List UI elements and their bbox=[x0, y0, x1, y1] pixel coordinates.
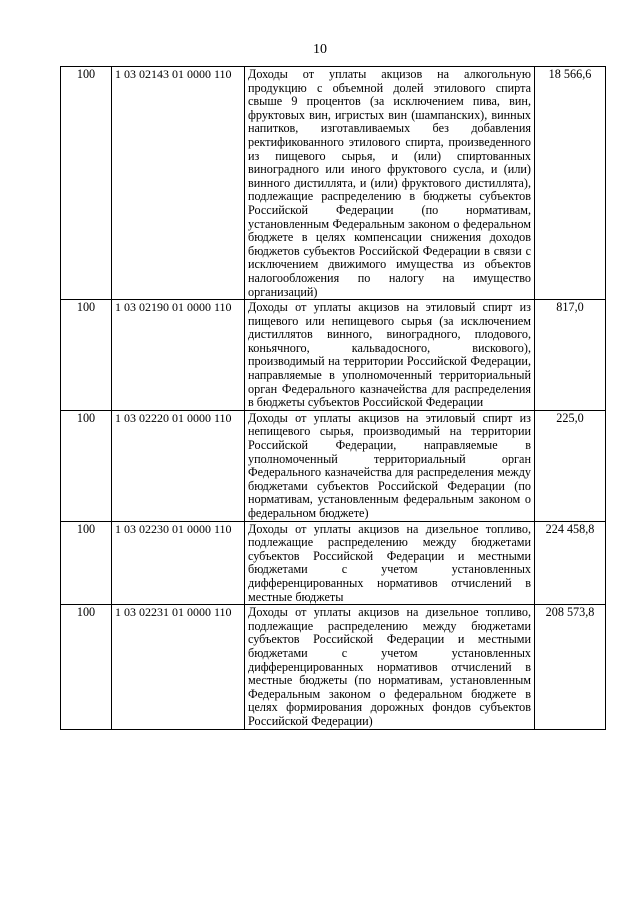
amount-cell: 208 573,8 bbox=[535, 605, 606, 729]
table-row bbox=[61, 300, 606, 411]
administrator-code-cell: 100 bbox=[61, 410, 112, 521]
description-cell: Доходы от уплаты акцизов на этиловый спирт из непищевого сырья, производимый на территории Российской Федерации, направляемые в уполномоченный территориальный орган Федерального казначейства для распределения между бюджетами субъектов Российской Федерации (по нормативам, установленным федеральным законом о федеральном бюджете) bbox=[245, 410, 535, 521]
amount-cell: 817,0 bbox=[535, 300, 606, 411]
revenue-code-cell: 1 03 02230 01 0000 110 bbox=[112, 521, 245, 605]
table-row bbox=[61, 67, 606, 300]
revenue-code-cell: 1 03 02143 01 0000 110 bbox=[112, 67, 245, 300]
amount-cell: 18 566,6 bbox=[535, 67, 606, 300]
administrator-code-cell: 100 bbox=[61, 67, 112, 300]
amount-cell: 225,0 bbox=[535, 410, 606, 521]
description-cell: Доходы от уплаты акцизов на алкогольную продукцию с объемной долей этилового спирта свыше 9 процентов (за исключением пива, вин, фруктовых вин, игристых вин (шампанских), винных напитков, изготавливаемых без добавления ректификованного этилового спирта, произведенного из пищевого сырья, и (или) спиртованных виноградного или иного фруктового сусла, и (или) винного дистиллята, и (или) фруктового дистиллята), подлежащие распределению в бюджеты субъектов Российской Федерации (по нормативам, установленным Федеральным законом о федеральном бюджете в целях компенсации снижения доходов бюджетов субъектов Российской Федерации в связи с исключением движимого имущества из объектов налогообложения по налогу на имущество организаций) bbox=[245, 67, 535, 300]
description-cell: Доходы от уплаты акцизов на дизельное топливо, подлежащие распределению между бюджетами субъектов Российской Федерации и местными бюджетами с учетом установленных дифференцированных нормативов отчислений в местные бюджеты (по нормативам, установленным Федеральным законом о федеральном бюджете в целях формирования дорожных фондов субъектов Российской Федерации) bbox=[245, 605, 535, 729]
table-row bbox=[61, 410, 606, 521]
revenue-code-cell: 1 03 02190 01 0000 110 bbox=[112, 300, 245, 411]
administrator-code-cell: 100 bbox=[61, 605, 112, 729]
table-row bbox=[61, 605, 606, 729]
page-number: 10 bbox=[313, 42, 327, 57]
description-cell: Доходы от уплаты акцизов на этиловый спирт из пищевого или непищевого сырья (за исключением дистиллятов винного, виноградного, плодового, коньячного, кальвадосного, вискового), производимый на территории Российской Федерации, направляемые в уполномоченный территориальный орган Федерального казначейства для распределения в бюджеты субъектов Российской Федерации bbox=[245, 300, 535, 411]
revenue-code-cell: 1 03 02220 01 0000 110 bbox=[112, 410, 245, 521]
description-cell: Доходы от уплаты акцизов на дизельное топливо, подлежащие распределению между бюджетами субъектов Российской Федерации и местными бюджетами с учетом установленных дифференцированных нормативов отчислений в местные бюджеты bbox=[245, 521, 535, 605]
administrator-code-cell: 100 bbox=[61, 521, 112, 605]
table-row bbox=[61, 521, 606, 605]
revenue-code-cell: 1 03 02231 01 0000 110 bbox=[112, 605, 245, 729]
amount-cell: 224 458,8 bbox=[535, 521, 606, 605]
administrator-code-cell: 100 bbox=[61, 300, 112, 411]
revenue-table bbox=[60, 66, 606, 730]
